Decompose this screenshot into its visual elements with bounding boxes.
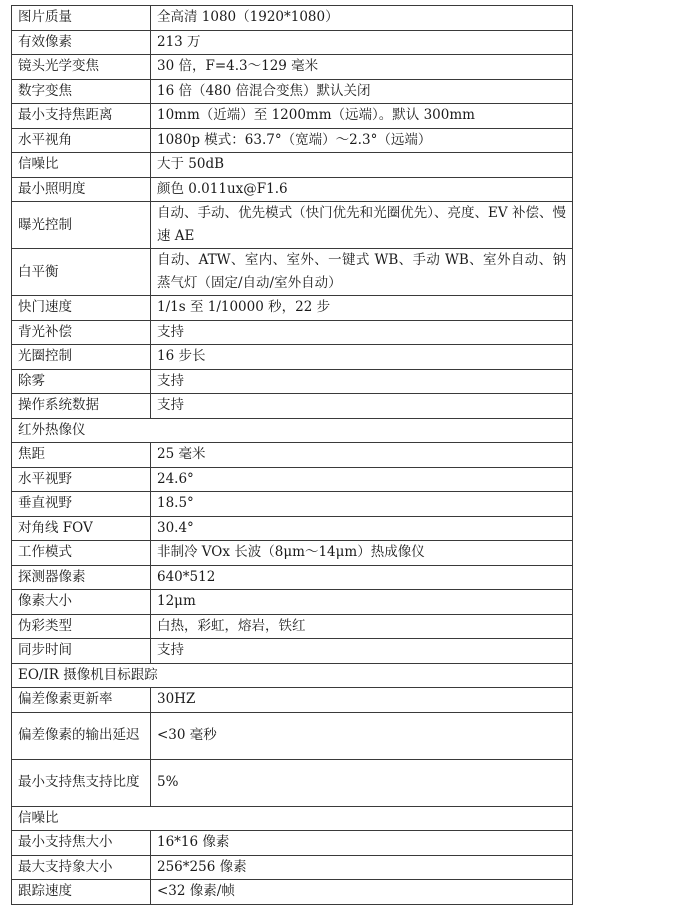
table-row bbox=[12, 128, 573, 153]
row-label: 同步时间 bbox=[12, 639, 151, 664]
row-value: 256*256 像素 bbox=[151, 855, 573, 880]
row-value: 1080p 模式：63.7°（宽端）～2.3°（远端） bbox=[151, 128, 573, 153]
row-value: 213 万 bbox=[151, 30, 573, 55]
row-label: 垂直视野 bbox=[12, 492, 151, 517]
row-value: 30.4° bbox=[151, 516, 573, 541]
table-row bbox=[12, 759, 573, 806]
row-label: 白平衡 bbox=[12, 249, 151, 296]
row-value: 支持 bbox=[151, 369, 573, 394]
section-title: 红外热像仪 bbox=[12, 418, 573, 443]
row-label: 曝光控制 bbox=[12, 202, 151, 249]
row-label: 数字变焦 bbox=[12, 79, 151, 104]
table-row bbox=[12, 590, 573, 615]
row-value: 30 倍，F=4.3～129 毫米 bbox=[151, 55, 573, 80]
row-label bbox=[12, 759, 151, 806]
row-label: 对角线 FOV bbox=[12, 516, 151, 541]
table-row bbox=[12, 565, 573, 590]
row-label: 图片质量 bbox=[12, 6, 151, 31]
table-row bbox=[12, 296, 573, 321]
row-label: 最小照明度 bbox=[12, 177, 151, 202]
table-row bbox=[12, 516, 573, 541]
row-label: 背光补偿 bbox=[12, 320, 151, 345]
row-label: 光圈控制 bbox=[12, 345, 151, 370]
row-label: 有效像素 bbox=[12, 30, 151, 55]
row-value: <32 像素/帧 bbox=[151, 880, 573, 905]
row-label: 水平视野 bbox=[12, 467, 151, 492]
row-value: <30 毫秒 bbox=[151, 712, 573, 759]
table-row bbox=[12, 30, 573, 55]
row-label: 伪彩类型 bbox=[12, 614, 151, 639]
row-label: 镜头光学变焦 bbox=[12, 55, 151, 80]
row-value: 支持 bbox=[151, 394, 573, 419]
table-row bbox=[12, 639, 573, 664]
table-row bbox=[12, 855, 573, 880]
row-value: 颜色 0.011ux@F1.6 bbox=[151, 177, 573, 202]
table-row bbox=[12, 369, 573, 394]
row-label-text: 偏差像素的输出延迟 bbox=[18, 727, 140, 743]
row-value-text: 自动、手动、优先模式（快门优先和光圈优先）、亮度、EV 补偿、慢速 AE bbox=[157, 205, 566, 244]
row-label: 偏差像素更新率 bbox=[12, 688, 151, 713]
row-label bbox=[12, 712, 151, 759]
table-row bbox=[12, 880, 573, 905]
row-value: 30HZ bbox=[151, 688, 573, 713]
row-value-text: 自动、ATW、室内、室外、一键式 WB、手动 WB、室外自动、钠蒸气灯（固定/自动/室外自动） bbox=[157, 252, 566, 291]
row-value: 大于 50dB bbox=[151, 153, 573, 178]
row-value: 支持 bbox=[151, 639, 573, 664]
section-header-row bbox=[12, 806, 573, 831]
row-label: 最小支持焦大小 bbox=[12, 831, 151, 856]
row-value bbox=[151, 202, 573, 249]
table-row bbox=[12, 492, 573, 517]
row-value: 24.6° bbox=[151, 467, 573, 492]
section-title: EO/IR 摄像机目标跟踪 bbox=[12, 663, 573, 688]
row-label-text: 最小支持焦支持比度 bbox=[18, 774, 140, 790]
row-label: 跟踪速度 bbox=[12, 880, 151, 905]
table-row bbox=[12, 104, 573, 129]
row-value: 5% bbox=[151, 759, 573, 806]
row-label: 探测器像素 bbox=[12, 565, 151, 590]
row-value: 18.5° bbox=[151, 492, 573, 517]
table-row bbox=[12, 831, 573, 856]
table-row bbox=[12, 55, 573, 80]
table-row bbox=[12, 394, 573, 419]
row-value: 640*512 bbox=[151, 565, 573, 590]
spec-table bbox=[11, 5, 573, 905]
row-value: 非制冷 VOx 长波（8μm～14μm）热成像仪 bbox=[151, 541, 573, 566]
row-value: 1/1s 至 1/10000 秒，22 步 bbox=[151, 296, 573, 321]
table-row bbox=[12, 153, 573, 178]
row-label: 水平视角 bbox=[12, 128, 151, 153]
row-value: 16 步长 bbox=[151, 345, 573, 370]
table-row bbox=[12, 688, 573, 713]
row-value: 支持 bbox=[151, 320, 573, 345]
row-value: 12μm bbox=[151, 590, 573, 615]
table-row bbox=[12, 541, 573, 566]
row-value: 25 毫米 bbox=[151, 443, 573, 468]
table-row bbox=[12, 345, 573, 370]
section-title: 信噪比 bbox=[12, 806, 573, 831]
table-row bbox=[12, 249, 573, 296]
row-value: 白热，彩虹，熔岩，铁红 bbox=[151, 614, 573, 639]
row-label: 操作系统数据 bbox=[12, 394, 151, 419]
table-row bbox=[12, 79, 573, 104]
row-label: 像素大小 bbox=[12, 590, 151, 615]
table-row bbox=[12, 202, 573, 249]
section-header-row bbox=[12, 663, 573, 688]
row-value: 16*16 像素 bbox=[151, 831, 573, 856]
row-label: 信噪比 bbox=[12, 153, 151, 178]
section-header-row bbox=[12, 418, 573, 443]
row-label: 除雾 bbox=[12, 369, 151, 394]
row-value: 全高清 1080（1920*1080） bbox=[151, 6, 573, 31]
table-row bbox=[12, 712, 573, 759]
table-row bbox=[12, 6, 573, 31]
row-value: 16 倍（480 倍混合变焦）默认关闭 bbox=[151, 79, 573, 104]
table-row bbox=[12, 177, 573, 202]
row-label: 焦距 bbox=[12, 443, 151, 468]
spec-table-body bbox=[12, 6, 573, 905]
table-row bbox=[12, 614, 573, 639]
table-row bbox=[12, 443, 573, 468]
row-label: 快门速度 bbox=[12, 296, 151, 321]
table-row bbox=[12, 467, 573, 492]
row-label: 最小支持焦距离 bbox=[12, 104, 151, 129]
row-label: 工作模式 bbox=[12, 541, 151, 566]
row-value bbox=[151, 249, 573, 296]
row-value: 10mm（近端）至 1200mm（远端）。默认 300mm bbox=[151, 104, 573, 129]
row-label: 最大支持象大小 bbox=[12, 855, 151, 880]
table-row bbox=[12, 320, 573, 345]
